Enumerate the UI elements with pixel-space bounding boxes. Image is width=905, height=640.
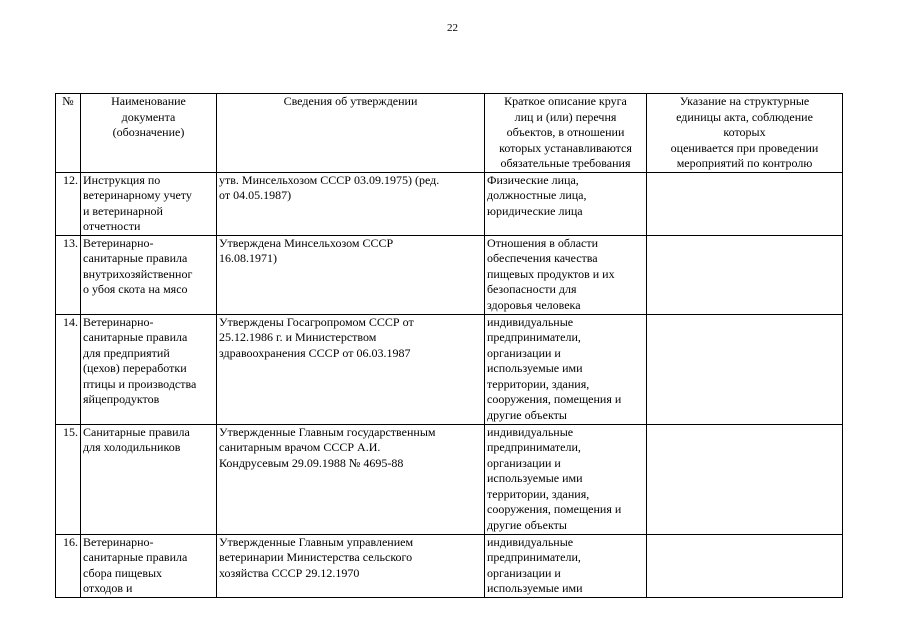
name-cell	[81, 172, 217, 235]
header-line: которых устанавливаются	[499, 140, 632, 155]
units-cell	[647, 534, 843, 597]
header-line: Наименование	[111, 94, 186, 108]
cell-line: Утвержденные Главным управлением	[219, 534, 414, 549]
name-cell	[81, 235, 217, 314]
header-line: объектов, в отношении	[506, 125, 625, 139]
header-line: лиц и (или) перечня	[514, 109, 617, 124]
cell-line: ветеринарии Министерства сельского	[219, 550, 413, 564]
header-line: Краткое описание круга	[504, 94, 627, 108]
header-line: оценивается при проведении	[670, 140, 819, 155]
scope-cell	[485, 424, 647, 534]
approval-cell	[217, 424, 485, 534]
cell-line: 16.08.1971)	[219, 251, 277, 265]
cell-line: и ветеринарной	[83, 203, 163, 218]
header-line: документа	[121, 109, 176, 124]
cell-line: организации и	[487, 455, 561, 470]
name-cell	[81, 424, 217, 534]
header-line: которых	[723, 125, 766, 139]
header-line: Сведения об утверждении	[283, 94, 418, 108]
header-line: (обозначение)	[112, 125, 185, 139]
cell-line: о убоя скота на мясо	[83, 282, 188, 296]
cell-line: отчетности	[83, 219, 141, 233]
cell-line: здравоохранения СССР от 06.03.1987	[219, 345, 411, 360]
cell-line: Кондрусевым 29.09.1988 № 4695-88	[219, 455, 404, 470]
units-cell	[647, 172, 843, 235]
cell-line: от 04.05.1987)	[219, 188, 292, 202]
cell-line: Инструкция по	[83, 172, 161, 187]
cell-line: Физические лица,	[487, 172, 579, 187]
cell-line: хозяйства СССР 29.12.1970	[219, 565, 360, 580]
cell-line: сооружения, помещения и	[487, 502, 622, 516]
cell-line: предприниматели,	[487, 440, 581, 454]
cell-line: используемые ими	[487, 471, 583, 485]
cell-line: предприниматели,	[487, 550, 581, 564]
row-number-cell: 12.	[56, 172, 81, 235]
cell-line: утв. Минсельхозом СССР 03.09.1975) (ред.	[219, 172, 440, 187]
cell-line: организации и	[487, 565, 561, 580]
cell-line: Утвержденные Главным государственным	[219, 424, 436, 439]
table-body	[56, 172, 843, 597]
cell-line: санитарным врачом СССР А.И.	[219, 440, 381, 454]
scope-cell	[485, 235, 647, 314]
cell-line: санитарные правила	[83, 550, 188, 564]
name-cell	[81, 534, 217, 597]
cell-line: птицы и производства	[83, 376, 197, 391]
cell-line: индивидуальные	[487, 314, 574, 329]
header-cell-num	[56, 94, 81, 173]
cell-line: Утверждены Госагропромом СССР от	[219, 314, 414, 329]
cell-line: Отношения в области	[487, 235, 599, 250]
approval-cell	[217, 314, 485, 424]
cell-line: используемые ими	[487, 581, 583, 595]
cell-line: здоровья человека	[487, 297, 581, 312]
scope-cell	[485, 534, 647, 597]
cell-line: другие объекты	[487, 517, 567, 532]
cell-line: индивидуальные	[487, 534, 574, 549]
table-row	[56, 534, 843, 597]
header-cell-scope	[485, 94, 647, 173]
header-cell-approval	[217, 94, 485, 173]
cell-line: отходов и	[83, 581, 133, 595]
cell-line: пищевых продуктов и их	[487, 266, 615, 281]
cell-line: безопасности для	[487, 282, 577, 296]
approval-cell	[217, 172, 485, 235]
cell-line: для холодильников	[83, 440, 181, 454]
cell-line: территории, здания,	[487, 486, 590, 501]
header-line: Указание на структурные	[679, 94, 810, 108]
table-row	[56, 314, 843, 424]
row-number-cell: 16.	[56, 534, 81, 597]
cell-line: санитарные правила	[83, 251, 188, 265]
cell-line: внутрихозяйственног	[83, 266, 193, 281]
approval-cell	[217, 534, 485, 597]
requirements-table	[55, 93, 843, 598]
table-row	[56, 172, 843, 235]
cell-line: для предприятий	[83, 345, 170, 360]
units-cell	[647, 424, 843, 534]
scope-cell	[485, 314, 647, 424]
header-cell-name	[81, 94, 217, 173]
cell-line: Ветеринарно-	[83, 314, 154, 329]
cell-line: используемые ими	[487, 361, 583, 375]
cell-line: юридические лица	[487, 203, 583, 218]
cell-line: обеспечения качества	[487, 251, 598, 265]
table-row	[56, 235, 843, 314]
cell-line: Санитарные правила	[83, 424, 190, 439]
cell-line: ветеринарному учету	[83, 188, 192, 202]
cell-line: яйцепродуктов	[83, 392, 160, 406]
cell-line: 25.12.1986 г. и Министерством	[219, 330, 377, 344]
header-line: №	[62, 94, 74, 108]
cell-line: территории, здания,	[487, 376, 590, 391]
cell-line: другие объекты	[487, 407, 567, 422]
header-line: обязательные требования	[500, 156, 631, 170]
units-cell	[647, 235, 843, 314]
header-cell-units	[647, 94, 843, 173]
cell-line: Утверждена Минсельхозом СССР	[219, 235, 394, 250]
row-number-cell: 13.	[56, 235, 81, 314]
cell-line: индивидуальные	[487, 424, 574, 439]
cell-line: должностные лица,	[487, 188, 587, 202]
approval-cell	[217, 235, 485, 314]
table-header-row	[56, 94, 843, 173]
page-number: 22	[447, 22, 458, 34]
cell-line: Ветеринарно-	[83, 534, 154, 549]
cell-line: предприниматели,	[487, 330, 581, 344]
header-line: единицы акта, соблюдение	[676, 109, 813, 124]
cell-line: (цехов) переработки	[83, 361, 187, 375]
cell-line: сбора пищевых	[83, 565, 163, 580]
header-line: мероприятий по контролю	[676, 156, 813, 170]
name-cell	[81, 314, 217, 424]
cell-line: организации и	[487, 345, 561, 360]
table-row	[56, 424, 843, 534]
row-number-cell: 14.	[56, 314, 81, 424]
units-cell	[647, 314, 843, 424]
row-number-cell: 15.	[56, 424, 81, 534]
cell-line: Ветеринарно-	[83, 235, 154, 250]
cell-line: санитарные правила	[83, 330, 188, 344]
cell-line: сооружения, помещения и	[487, 392, 622, 406]
scope-cell	[485, 172, 647, 235]
